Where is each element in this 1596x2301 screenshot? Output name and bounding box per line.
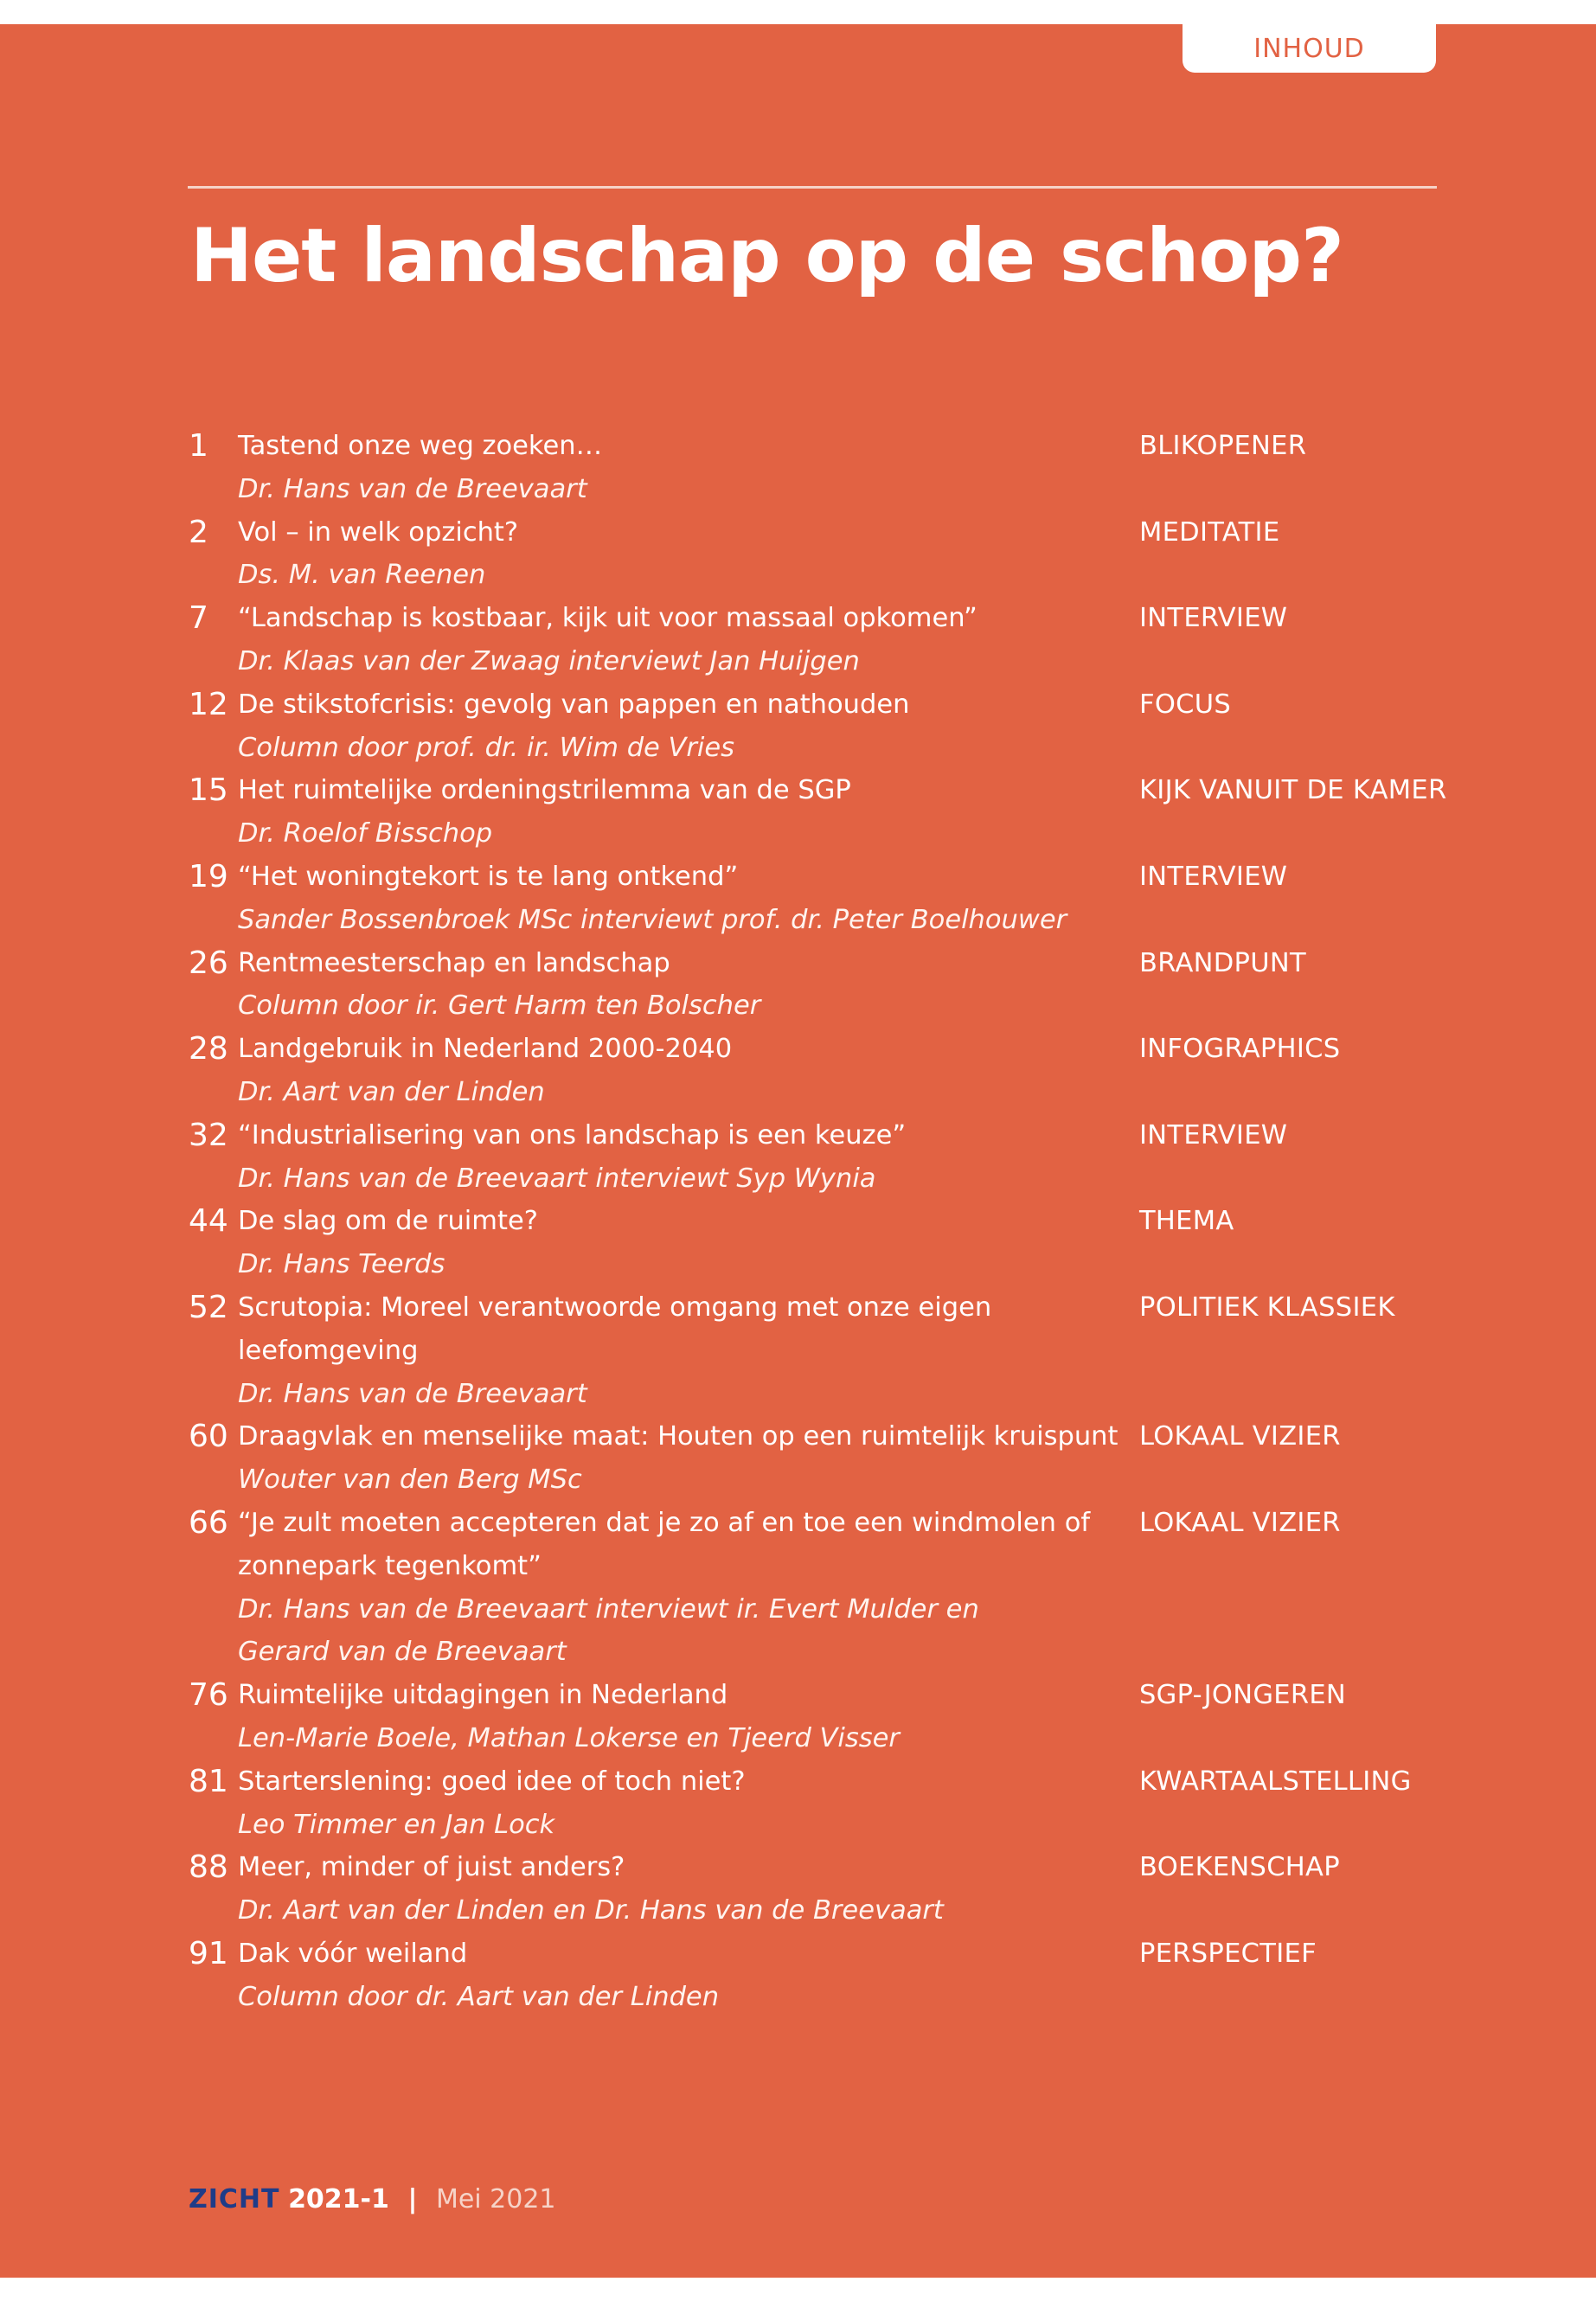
footer-date: Mei 2021 bbox=[435, 2184, 556, 2214]
toc-author: Leo Timmer en Jan Lock bbox=[238, 1809, 555, 1840]
toc-article-title: Scrutopia: Moreel verantwoorde omgang met onze eigen leefomgeving bbox=[238, 1292, 992, 1366]
toc-author: Ds. M. van Reenen bbox=[238, 560, 486, 591]
toc-article-title: De stikstofcrisis: gevolg van pappen en nathouden bbox=[238, 689, 910, 720]
toc-author: Column door ir. Gert Harm ten Bolscher bbox=[238, 990, 761, 1022]
toc-page-number: 28 bbox=[189, 1031, 228, 1067]
toc-author: Sander Bossenbroek MSc interviewt prof. dr. Peter Boelhouwer bbox=[238, 904, 1067, 935]
footer bbox=[189, 2184, 556, 2214]
toc-author: Len-Marie Boele, Mathan Lokerse en Tjeerd Visser bbox=[238, 1722, 900, 1753]
toc-category: POLITIEK KLASSIEK bbox=[1139, 1292, 1395, 1323]
toc-entry[interactable] bbox=[189, 942, 1452, 1029]
page-title: Het landschap op de schop? bbox=[190, 213, 1343, 299]
toc-category: LOKAAL VIZIER bbox=[1139, 1507, 1341, 1538]
footer-separator: | bbox=[407, 2184, 418, 2214]
toc-author: Dr. Hans van de Breevaart interviewt ir. Evert Mulder en bbox=[238, 1593, 979, 1625]
toc-article-title: “Landschap is kostbaar, kijk uit voor massaal opkomen” bbox=[238, 603, 977, 634]
toc-article-title: Starterslening: goed idee of toch niet? bbox=[238, 1766, 746, 1797]
section-tab bbox=[1183, 24, 1436, 73]
toc-article-title: Vol – in welk opzicht? bbox=[238, 516, 519, 548]
toc-category: BLIKOPENER bbox=[1139, 431, 1307, 461]
toc-entry[interactable] bbox=[189, 1846, 1452, 1932]
toc-article-title: Tastend onze weg zoeken… bbox=[238, 431, 603, 461]
toc-author: Dr. Klaas van der Zwaag interviewt Jan Huijgen bbox=[238, 645, 860, 676]
toc-author: Column door dr. Aart van der Linden bbox=[238, 1981, 720, 2012]
toc-author: Dr. Aart van der Linden en Dr. Hans van de Breevaart bbox=[238, 1895, 944, 1926]
toc-category: INFOGRAPHICS bbox=[1139, 1034, 1341, 1065]
toc-category: KIJK VANUIT DE KAMER bbox=[1139, 775, 1447, 806]
toc-entry[interactable] bbox=[189, 511, 1452, 598]
toc-entry[interactable] bbox=[189, 1114, 1452, 1201]
toc-article-title: Het ruimtelijke ordeningstrilemma van de SGP bbox=[238, 775, 851, 806]
toc-page-number: 44 bbox=[189, 1203, 228, 1240]
toc-article-title: Landgebruik in Nederland 2000-2040 bbox=[238, 1034, 733, 1065]
toc-page-number: 2 bbox=[189, 514, 208, 550]
title-divider bbox=[188, 186, 1437, 189]
toc-author: Dr. Hans van de Breevaart interviewt Syp Wynia bbox=[238, 1163, 876, 1194]
toc-entry[interactable] bbox=[189, 856, 1452, 942]
toc-category: KWARTAALSTELLING bbox=[1139, 1766, 1412, 1797]
toc-author: Dr. Hans Teerds bbox=[238, 1249, 445, 1280]
toc-page-number: 76 bbox=[189, 1677, 228, 1714]
toc-page-number: 26 bbox=[189, 945, 228, 981]
toc-category: SGP-JONGEREN bbox=[1139, 1680, 1347, 1711]
toc-category: PERSPECTIEF bbox=[1139, 1938, 1317, 1969]
toc-category: INTERVIEW bbox=[1139, 861, 1288, 892]
toc-entry[interactable] bbox=[189, 1200, 1452, 1286]
toc-article-title: “Industrialisering van ons landschap is een keuze” bbox=[238, 1119, 907, 1150]
toc-category: MEDITATIE bbox=[1139, 516, 1280, 548]
toc-page-number: 19 bbox=[189, 858, 228, 894]
toc-article-title: Draagvlak en menselijke maat: Houten op een ruimtelijk kruispunt bbox=[238, 1421, 1118, 1452]
toc-author: Dr. Hans van de Breevaart bbox=[238, 1378, 587, 1409]
toc-article-title: De slag om de ruimte? bbox=[238, 1206, 538, 1237]
toc-page-number: 12 bbox=[189, 686, 228, 722]
toc-entry[interactable] bbox=[189, 1028, 1452, 1114]
toc-category: FOCUS bbox=[1139, 689, 1232, 720]
toc-category: LOKAAL VIZIER bbox=[1139, 1421, 1341, 1452]
toc-author: Dr. Aart van der Linden bbox=[238, 1076, 545, 1107]
toc-category: BOEKENSCHAP bbox=[1139, 1852, 1340, 1883]
toc-article-title: “Je zult moeten accepteren dat je zo af en toe een windmolen of zonnepark tegenkomt” bbox=[238, 1507, 1091, 1581]
toc-entry[interactable] bbox=[189, 1760, 1452, 1847]
toc-article-title: “Het woningtekort is te lang ontkend” bbox=[238, 861, 739, 892]
toc-entry[interactable] bbox=[189, 425, 1452, 511]
toc-entry[interactable] bbox=[189, 1286, 1452, 1415]
page-background bbox=[0, 24, 1596, 2278]
toc-category: BRANDPUNT bbox=[1139, 947, 1306, 978]
toc-author: Wouter van den Berg MSc bbox=[238, 1465, 582, 1496]
toc-entry[interactable] bbox=[189, 769, 1452, 856]
toc-page-number: 91 bbox=[189, 1935, 228, 1971]
toc-category: INTERVIEW bbox=[1139, 603, 1288, 634]
toc-article-title: Dak vóór weiland bbox=[238, 1938, 468, 1969]
toc-author: Column door prof. dr. ir. Wim de Vries bbox=[238, 732, 735, 763]
toc-article-title: Ruimtelijke uitdagingen in Nederland bbox=[238, 1680, 728, 1711]
toc-category: INTERVIEW bbox=[1139, 1119, 1288, 1150]
toc-entry[interactable] bbox=[189, 597, 1452, 683]
toc-page-number: 7 bbox=[189, 600, 208, 637]
toc-author: Gerard van de Breevaart bbox=[238, 1637, 567, 1668]
toc-page-number: 32 bbox=[189, 1117, 228, 1153]
section-tab-label: INHOUD bbox=[1253, 33, 1365, 64]
toc-author: Dr. Roelof Bisschop bbox=[238, 818, 493, 849]
toc-page-number: 88 bbox=[189, 1849, 228, 1886]
toc-page-number: 60 bbox=[189, 1419, 228, 1455]
toc-entry[interactable] bbox=[189, 683, 1452, 770]
table-of-contents bbox=[189, 425, 1452, 2018]
toc-page-number: 66 bbox=[189, 1504, 228, 1541]
footer-issue: 2021-1 bbox=[288, 2184, 389, 2214]
toc-entry[interactable] bbox=[189, 1674, 1452, 1760]
toc-article-title: Rentmeesterschap en landschap bbox=[238, 947, 670, 978]
footer-brand: ZICHT bbox=[189, 2184, 280, 2214]
toc-page-number: 1 bbox=[189, 428, 208, 464]
toc-author: Dr. Hans van de Breevaart bbox=[238, 473, 587, 504]
toc-page-number: 15 bbox=[189, 772, 228, 809]
toc-article-title: Meer, minder of juist anders? bbox=[238, 1852, 625, 1883]
toc-entry[interactable] bbox=[189, 1415, 1452, 1502]
toc-page-number: 81 bbox=[189, 1763, 228, 1799]
toc-category: THEMA bbox=[1139, 1206, 1234, 1237]
toc-page-number: 52 bbox=[189, 1289, 228, 1325]
toc-entry[interactable] bbox=[189, 1932, 1452, 2019]
toc-entry[interactable] bbox=[189, 1502, 1452, 1674]
